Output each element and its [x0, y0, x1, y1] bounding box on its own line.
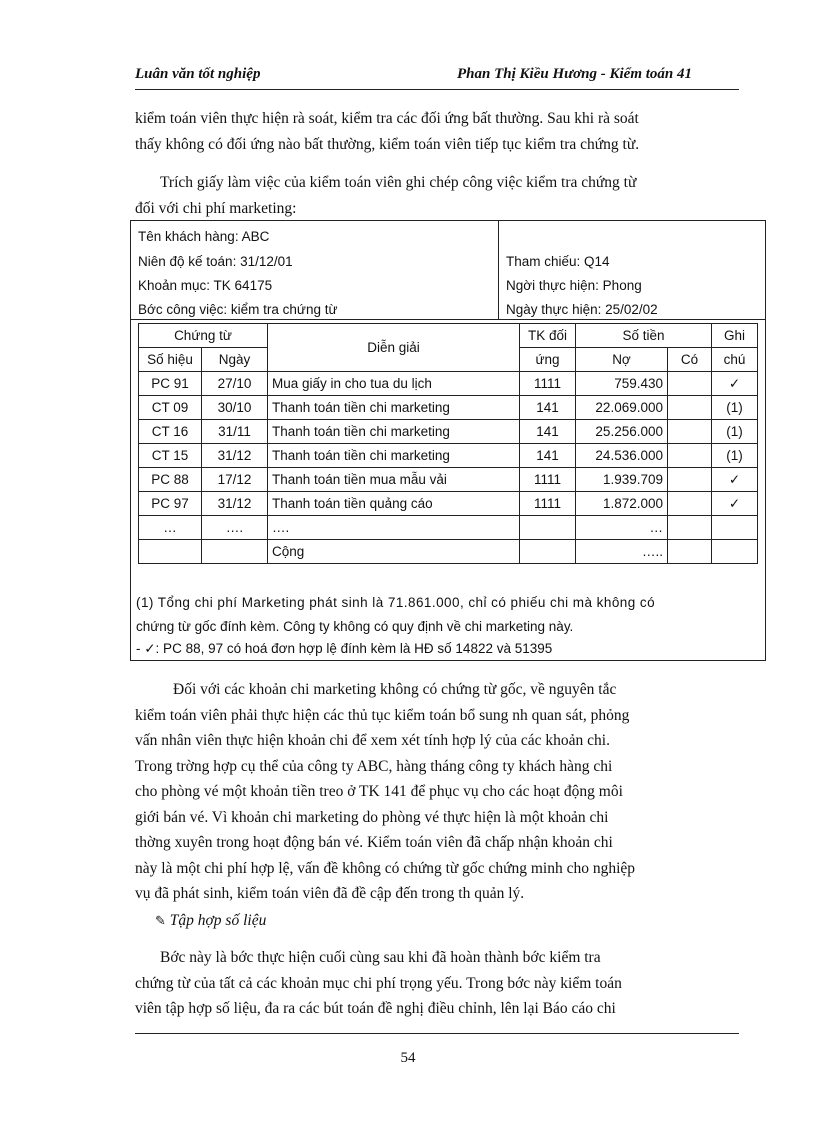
cell-debit: 24.536.000	[576, 444, 668, 468]
cell-description: Thanh toán tiền chi marketing	[268, 444, 520, 468]
header-thesis-label: Luân văn tốt nghiệp	[135, 66, 261, 82]
info-divider-horizontal	[131, 319, 765, 320]
body-line: giới bán vé. Vì khoản chi marketing do phòng vé thực hiện là một khoản chi	[135, 808, 609, 826]
table-row	[139, 492, 758, 516]
cell-debit: 25.256.000	[576, 420, 668, 444]
cell-description: Mua giấy in cho tua du lịch	[268, 372, 520, 396]
intro-paragraph	[135, 106, 739, 157]
performed-date: Ngày thực hiện: 25/02/02	[506, 302, 658, 317]
intro-line: đối với chi phí marketing:	[135, 199, 297, 217]
cell-description: Thanh toán tiền quảng cáo	[268, 492, 520, 516]
cell-date: 17/12	[202, 468, 268, 492]
cell-number: CT 15	[139, 444, 202, 468]
cell-description: Thanh toán tiền chi marketing	[268, 420, 520, 444]
cell-note	[712, 540, 758, 564]
body-line: chứng từ của tất cả các khoản mục chi phí trọng yếu. Trong bớc này kiểm toán	[135, 974, 622, 992]
page-number: 54	[400, 1050, 416, 1066]
cell-description: Thanh toán tiền chi marketing	[268, 396, 520, 420]
table-row	[139, 420, 758, 444]
cell-account: 1111	[520, 372, 576, 396]
cell-debit: …	[576, 516, 668, 540]
cell-date: 31/12	[202, 492, 268, 516]
intro-line: kiểm toán viên thực hiện rà soát, kiểm tra các đối ứng bất thường. Sau khi rà soát	[135, 110, 639, 127]
cell-note	[712, 516, 758, 540]
work-step: Bớc công việc: kiểm tra chứng từ	[138, 302, 338, 317]
body-line: Bớc này là bớc thực hiện cuối cùng sau khi đã hoàn thành bớc kiểm tra	[160, 949, 601, 966]
performer-name: Ngời thực hiện: Phong	[506, 278, 642, 293]
cell-credit	[668, 420, 712, 444]
cell-number	[139, 540, 202, 564]
cell-date: 27/10	[202, 372, 268, 396]
footnote-2: - ✓: PC 88, 97 có hoá đơn hợp lệ đính kèm là HĐ số 14822 và 51395	[136, 641, 553, 656]
cell-account	[520, 516, 576, 540]
cell-note: (1)	[712, 444, 758, 468]
header-note-top: Ghi	[712, 324, 758, 348]
body-paragraph-2	[135, 945, 739, 1022]
header-author-label: Phan Thị Kiều Hương - Kiểm toán 41	[457, 66, 692, 82]
cell-date	[202, 540, 268, 564]
footnote-1-line: (1) Tổng chi phí Marketing phát sinh là 71.861.000, chỉ có phiếu chi mà không có	[136, 595, 656, 610]
header-date: Ngày	[202, 348, 268, 372]
body-line: viên tập hợp số liệu, đa ra các bút toán đề nghị điều chỉnh, lên lại Báo cáo chi	[135, 1000, 616, 1017]
client-name: Tên khách hàng: ABC	[138, 229, 270, 244]
cell-debit: 759.430	[576, 372, 668, 396]
table-row	[139, 444, 758, 468]
header-description: Diễn giải	[268, 324, 520, 372]
voucher-check-table	[138, 323, 758, 564]
cell-credit	[668, 516, 712, 540]
header-account-bottom: ứng	[520, 348, 576, 372]
cell-number: PC 88	[139, 468, 202, 492]
reference-code: Tham chiếu: Q14	[506, 254, 610, 269]
cell-total-label: Cộng	[268, 540, 520, 564]
footnote-1-line: chứng từ gốc đính kèm. Công ty không có quy định về chi marketing này.	[136, 619, 574, 634]
cell-date: ….	[202, 516, 268, 540]
body-line: Trong trờng hợp cụ thể của công ty ABC, hàng tháng công ty khách hàng chi	[135, 757, 613, 775]
cell-description: Thanh toán tiền mua mẫu vải	[268, 468, 520, 492]
body-line: kiểm toán viên phải thực hiện các thủ tục kiểm toán bổ sung nh quan sát, phỏng	[135, 706, 630, 724]
table-row	[139, 372, 758, 396]
cell-account: 141	[520, 420, 576, 444]
header-divider	[135, 89, 739, 90]
cell-number: …	[139, 516, 202, 540]
header-amount: Số tiền	[576, 324, 712, 348]
header-debit: Nợ	[576, 348, 668, 372]
body-line: thờng xuyên trong hoạt động bán vé. Kiểm toán viên đã chấp nhận khoản chi	[135, 834, 613, 851]
working-paper	[130, 220, 766, 661]
cell-number: PC 91	[139, 372, 202, 396]
header-credit: Có	[668, 348, 712, 372]
cell-date: 30/10	[202, 396, 268, 420]
body-line: Đối với các khoản chi marketing không có chứng từ gốc, về nguyên tắc	[173, 681, 617, 698]
cell-account: 1111	[520, 492, 576, 516]
cell-note: (1)	[712, 420, 758, 444]
header-voucher: Chứng từ	[139, 324, 268, 348]
header-note-bottom: chú	[712, 348, 758, 372]
cell-credit	[668, 444, 712, 468]
cell-account: 141	[520, 396, 576, 420]
cell-number: PC 97	[139, 492, 202, 516]
fiscal-period: Niên độ kế toán: 31/12/01	[138, 254, 293, 269]
cell-account	[520, 540, 576, 564]
cell-description: ….	[268, 516, 520, 540]
body-line: này là một chi phí hợp lệ, vấn đề không có chứng từ gốc chứng minh cho nghiệp	[135, 859, 636, 877]
body-line: vụ đã phát sinh, kiểm toán viên đã đề cập đến trong th quản lý.	[135, 885, 525, 902]
table-row	[139, 516, 758, 540]
account-item: Khoản mục: TK 64175	[138, 278, 273, 293]
cell-number: CT 09	[139, 396, 202, 420]
cell-credit	[668, 372, 712, 396]
table-header-row	[139, 324, 758, 348]
header-number: Số hiệu	[139, 348, 202, 372]
cell-debit: 1.939.709	[576, 468, 668, 492]
info-divider-vertical	[498, 221, 499, 319]
cell-credit	[668, 468, 712, 492]
header-account-top: TK đối	[520, 324, 576, 348]
table-row	[139, 468, 758, 492]
table-row	[139, 396, 758, 420]
cell-date: 31/11	[202, 420, 268, 444]
section-heading	[155, 912, 266, 930]
body-line: cho phòng vé một khoản tiền treo ở TK 141 để phục vụ cho các hoạt động môi	[135, 783, 623, 800]
section-title: Tập hợp số liệu	[169, 912, 267, 929]
cell-debit: …..	[576, 540, 668, 564]
cell-credit	[668, 540, 712, 564]
cell-account: 1111	[520, 468, 576, 492]
footer-divider	[135, 1033, 739, 1034]
intro-line: Trích giấy làm việc của kiểm toán viên ghi chép công việc kiểm tra chứng từ	[160, 174, 637, 191]
cell-account: 141	[520, 444, 576, 468]
pencil-icon: ✎	[155, 914, 166, 929]
cell-credit	[668, 492, 712, 516]
cell-number: CT 16	[139, 420, 202, 444]
cell-debit: 1.872.000	[576, 492, 668, 516]
body-line: vấn nhân viên thực hiện khoản chi để xem xét tính hợp lý của các khoản chi.	[135, 732, 610, 749]
workpaper-intro-paragraph	[135, 170, 739, 221]
body-paragraph-1	[135, 677, 739, 907]
intro-line: thấy không có đối ứng nào bất thường, kiểm toán viên tiếp tục kiểm tra chứng từ.	[135, 135, 640, 153]
table-total-row	[139, 540, 758, 564]
cell-date: 31/12	[202, 444, 268, 468]
cell-note: ✓	[712, 372, 758, 396]
cell-credit	[668, 396, 712, 420]
cell-note: ✓	[712, 492, 758, 516]
cell-note: (1)	[712, 396, 758, 420]
cell-debit: 22.069.000	[576, 396, 668, 420]
cell-note: ✓	[712, 468, 758, 492]
